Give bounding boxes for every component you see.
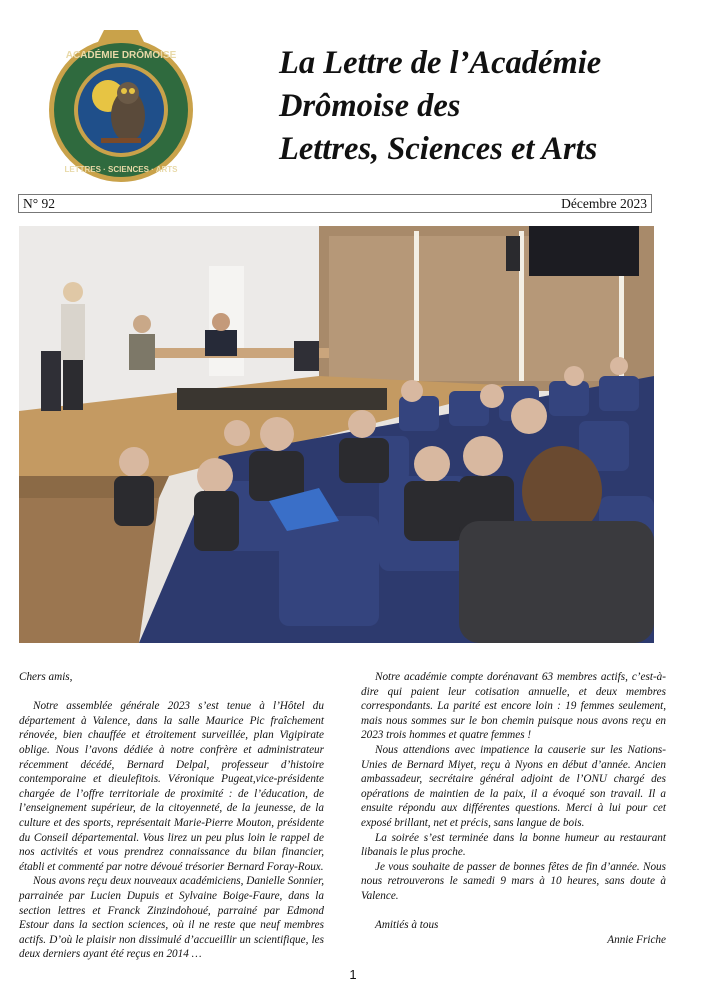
logo-ring-text-bottom: LETTRES · SCIENCES · ARTS	[64, 165, 178, 174]
title-line-2: Drômoise des	[279, 88, 461, 124]
issue-date: Décembre 2023	[561, 196, 647, 211]
title-line-1: La Lettre de l’Académie	[279, 45, 602, 81]
academy-logo	[46, 30, 196, 185]
paragraph: Je vous souhaite de passer de bonnes fêtes de fin d’année. Nous nous retrouverons le samedi 9 mars à 10 heures, sans doute à Valence.	[361, 860, 666, 902]
title-line-3: Lettres, Sciences et Arts	[279, 131, 598, 167]
paragraph: La soirée s’est terminée dans la bonne humeur au restaurant libanais le plus proche.	[361, 831, 666, 859]
paragraph: Nous attendions avec impatience la causerie sur les Nations-Unies de Bernard Miyet, reçu à Nyons en début d’année. Ancien ambassadeur, secrétaire général adjoint de l’ONU chargé des opérations de maintien de la paix, il a évoqué son travail. Il a ensuite répondu aux différentes questions. Merci à lui pour cet exposé brillant, net et précis, sans langue de bois.	[361, 743, 666, 829]
logo-ring-text-top: ACADÉMIE DRÔMOISE	[65, 50, 177, 61]
right-column	[361, 670, 666, 947]
paragraph: Notre assemblée générale 2023 s’est tenue à l’Hôtel du département à Valence, dans la salle Maurice Pic fraîchement rénovée, bien chauffée et étroitement surveillée, plan Vigipirate oblige. Nous l’avons dédiée à notre confrère et administrateur récemment décédé, Bernard Delpal, professeur d’histoire contemporaine et dieulefitois. Véronique Pugeat,vice-présidente chargée de l’offre territoriale de proximité : de l’éducation, de l’enseignement supérieur, de la citoyenneté, de la jeunesse, de la culture et des sports, représentait Marie-Pierre Mouton, présidente du Conseil départemental. Vous lirez un peu plus loin le rappel de nos activités et vous prendrez connaissance du bilan financier, établi et commenté par notre dévoué trésorier Bernard Foray-Roux.	[19, 700, 324, 873]
paragraph: Notre académie compte dorénavant 63 membres actifs, c’est-à-dire qui paient leur cotisation annuelle, et deux membres correspondants. La parité est encore loin : 19 femmes seulement, mais nous sommes sur le bon chemin puisque nous avons reçu en 2023 trois hommes et quatre femmes !	[361, 671, 666, 742]
issue-bar	[18, 194, 652, 213]
signature: Annie Friche	[607, 933, 666, 946]
issue-number: N° 92	[23, 196, 56, 211]
greeting: Chers amis,	[19, 671, 73, 683]
closing: Amitiés à tous	[375, 919, 439, 932]
newsletter-title	[279, 42, 699, 171]
left-column	[19, 670, 324, 962]
page-number: 1	[349, 967, 357, 982]
paragraph: Nous avons reçu deux nouveaux académiciens, Danielle Sonnier, parrainée par Lucien Dupuis et Sylvaine Boige-Faure, dans la section lettres et Franck Zinzindohoué, parrainé par Edmond Estour dans la section sciences, où il ne reste que neuf membres actifs. D’où le plaisir non dissimulé d’accueillir un scientifique, les deux derniers ayant été reçus en 2014 …	[19, 875, 324, 961]
assembly-photo	[19, 226, 654, 643]
